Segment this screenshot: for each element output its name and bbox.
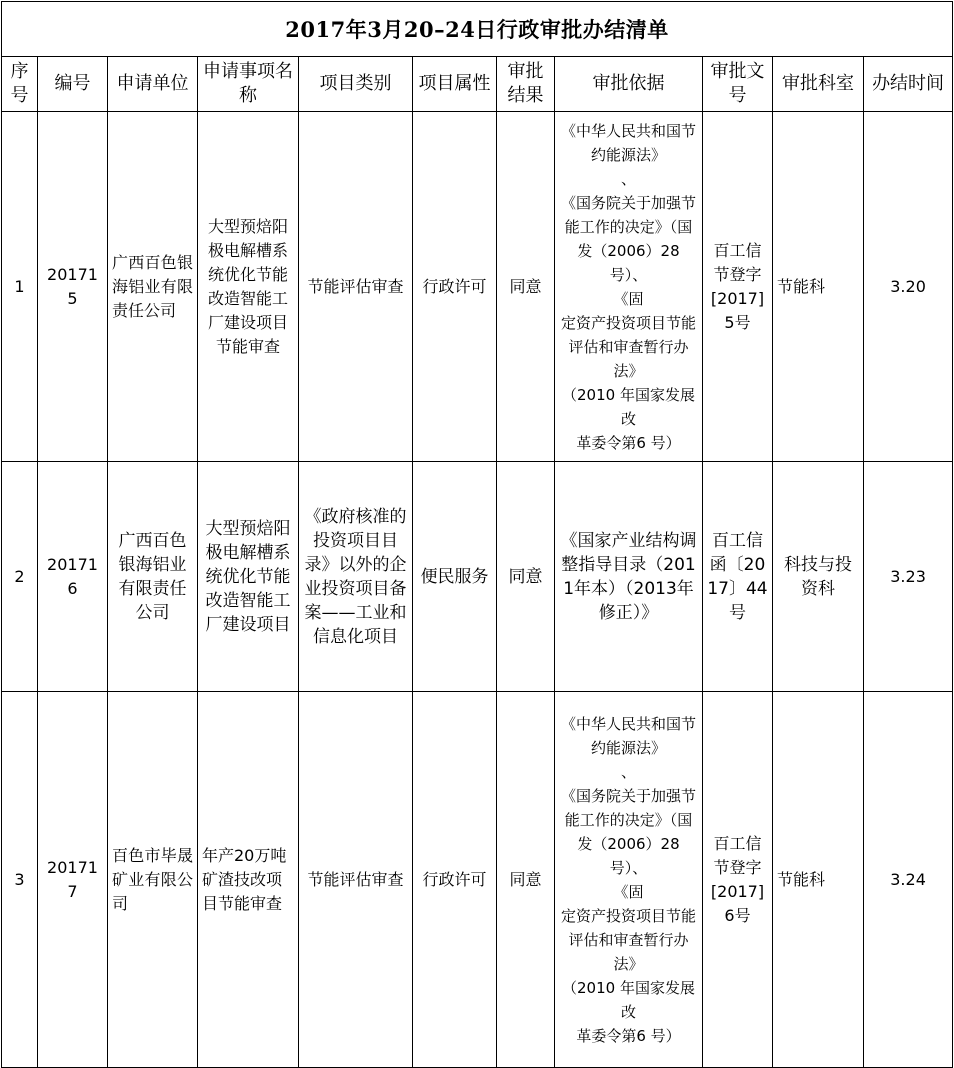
cell-basis	[555, 112, 703, 462]
cell-attribute: 行政许可	[413, 112, 497, 462]
cell-category: 节能评估审查	[299, 112, 413, 462]
column-header: 项目属性	[413, 57, 497, 112]
cell-doc-no: 百工信节登字[2017]6号	[703, 692, 773, 1068]
cell-dept: 节能科	[773, 112, 864, 462]
cell-date: 3.23	[864, 462, 953, 692]
header-row	[2, 57, 953, 112]
cell-code: 201717	[38, 692, 108, 1068]
column-header: 审批文号	[703, 57, 773, 112]
cell-applicant: 广西百色银海铝业有限责任公司	[108, 462, 198, 692]
cell-seq: 3	[2, 692, 38, 1068]
cell-category: 节能评估审查	[299, 692, 413, 1068]
cell-item: 大型预焙阳极电解槽系统优化节能改造智能工厂建设项目节能审查	[198, 112, 299, 462]
basis-text: 《中华人民共和国节约能源法》 、 《国务院关于加强节能工作的决定》（国发（2006）28 号）、 《固 定资产投资项目节能评估和审查暂行办法》 （2010 年国家发展改 革委令第6 号）	[560, 714, 696, 1045]
column-header: 申请事项名称	[198, 57, 299, 112]
cell-dept: 科技与投资科	[773, 462, 864, 692]
column-header: 审批结果	[497, 57, 555, 112]
column-header: 申请单位	[108, 57, 198, 112]
page-title: 2017年3月20–24日行政审批办结清单	[2, 2, 953, 57]
cell-date: 3.20	[864, 112, 953, 462]
column-header: 审批依据	[555, 57, 703, 112]
cell-code: 201715	[38, 112, 108, 462]
cell-applicant: 百色市毕晟矿业有限公司	[108, 692, 198, 1068]
table-row	[2, 112, 953, 462]
cell-doc-no: 百工信函〔2017〕44号	[703, 462, 773, 692]
approval-table	[1, 1, 953, 1068]
cell-seq: 1	[2, 112, 38, 462]
column-header: 审批科室	[773, 57, 864, 112]
cell-code: 201716	[38, 462, 108, 692]
table-row	[2, 692, 953, 1068]
basis-text: 《中华人民共和国节约能源法》 、 《国务院关于加强节能工作的决定》（国发（2006）28 号）、 《固 定资产投资项目节能评估和审查暂行办法》 （2010 年国家发展改 革委令第6 号）	[560, 121, 696, 452]
cell-dept: 节能科	[773, 692, 864, 1068]
cell-doc-no: 百工信节登字[2017]5号	[703, 112, 773, 462]
cell-item: 年产20万吨矿渣技改项目节能审查	[198, 692, 299, 1068]
cell-item: 大型预焙阳极电解槽系统优化节能改造智能工厂建设项目	[198, 462, 299, 692]
column-header: 项目类别	[299, 57, 413, 112]
cell-seq: 2	[2, 462, 38, 692]
cell-attribute: 便民服务	[413, 462, 497, 692]
cell-date: 3.24	[864, 692, 953, 1068]
column-header: 序号	[2, 57, 38, 112]
column-header: 办结时间	[864, 57, 953, 112]
cell-result: 同意	[497, 112, 555, 462]
cell-result: 同意	[497, 462, 555, 692]
cell-applicant: 广西百色银海铝业有限责任公司	[108, 112, 198, 462]
cell-category: 《政府核准的投资项目目录》以外的企业投资项目备案——工业和信息化项目	[299, 462, 413, 692]
table-row	[2, 462, 953, 692]
column-header: 编号	[38, 57, 108, 112]
cell-result: 同意	[497, 692, 555, 1068]
cell-basis: 《国家产业结构调整指导目录（2011年本）（2013年修正）》	[555, 462, 703, 692]
cell-attribute: 行政许可	[413, 692, 497, 1068]
cell-basis	[555, 692, 703, 1068]
